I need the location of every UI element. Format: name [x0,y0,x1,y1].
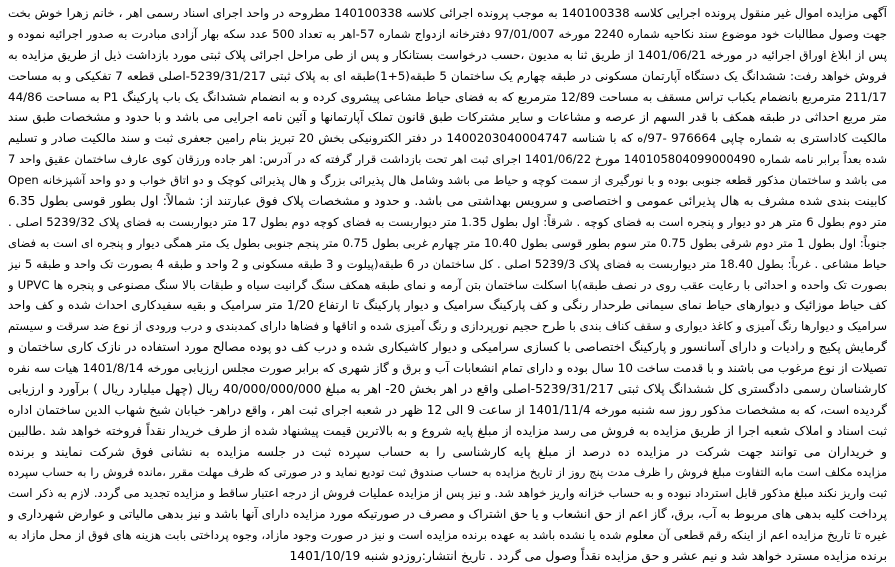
notice-line: مالکیت کاداستری به شماره چاپی 976664 -97/ه که با شناسه 1400203040004747 در دفتر الکترونیکی بخش 20 تبریز بنام رامین جعفری ثبت و سند مالکیت صادر و تسلیم [8,131,887,146]
notice-line: مزایده مکلف است مابه التفاوت مبلغ فروش را ظرف مدت پنج روز از تاریخ مزایده به حساب صندوق ثبت تودیع نماید و در صورتی که ظرف مهلت مقرر ،مانده فروش را به حساب سپرده [8,465,887,479]
notice-line: سرامیک و دیوارها رنگ آمیزی و کاغذ دیواری و سقف کناف بندی با طرح حجیم نورپردازی و رنگ آمیزی شده و اتاقها و فضاها دارای کمدبندی و درب ورودی از نوع ضد سرقت و سیستم [8,319,887,334]
notice-line: تصیلات از نوع مرغوب می باشند و با قدمت ساخت 10 سال بوده و دارای تمام انشعابات آب و برق و گاز شهری که برابر صورت مجلس ارزیابی مورخه 1401/8/14 هیات سه نفره [8,361,887,376]
notice-line: 211/17 مترمربع بانضمام یکباب تراس مسقف به مساحت 12/89 مترمربع که به فضای حیاط مشاعی پیشروی کرده و به انضمام ششدانگ یک باب پارکینگ P1 به مساحت 44/86 [8,89,887,104]
notice-line: کف حیاط موزائیک و دیوارهای حیاط نمای سیمانی طرحدار رنگی و کف پارکینگ سرامیک و دیوار پارکینگ تا ارتفاع 1/20 متر سرامیک و بقیه سفیدکاری احداث شده و کف واحد [8,298,887,313]
notice-line: بصورت تک واحده و احداثی با رعایت عقب روی در نصف طبقه)با اسکلت ساختمان بتن آرمه و نمای طبقه همکف سنگ گرانیت سیاه و طبقات بالا سنگ مصنوعی و پنجره ها UPVC و [8,277,887,292]
notice-line: جنوباً: اول بطول 1 متر دوم شرقی بطول 0.75 متر سوم بطور قوسی بطول 10.40 متر چهارم غربی بطول 0.75 متر پنجم جنوبی بطول یک متر همگی دیوار و پنجره ای است به فضای [8,235,887,250]
notice-line: گردیده است، که به مشخصات مذکور روز سه شنبه مورخه 1401/11/4 از ساعت 9 الی 12 ظهر در شعبه اجرای ثبت اهر ، واقع دراهر- خیابان شیخ شهاب الدین ساختمان اداره [8,402,887,417]
notice-line: آگهی مزایده اموال غیر منقول پرونده اجرایی کلاسه 140100338 به موجب پرونده اجرائی کلاسه 140100338 مطروحه در واحد اجرای اسناد رسمی اهر ، خانم زهرا خوش بخت [8,6,887,20]
notice-line: کابینت بندی شده مشرف به هال پذیرائی عمومی و اختصاصی و سرویس بهداشتی می باشد. و حدود و مشخصات پلاک فوق عبارتند از: شمالاً: اول بطور قوسی بطول 6.35 [8,194,887,209]
notice-line: برنده مزایده مسترد خواهد شد و نیم عشر و حق مزایده نقداً وصول می گردد . تاریخ انتشار:روزدو شنبه 1401/10/19 [289,549,887,564]
notice-line: کارشناسان رسمی دادگستری کل ششدانگ پلاک ثبتی 5239/31/217-اصلی واقع در اهر بخش 20- اهر به مبلغ 40/000/000/000 ریال (چهل میلیارد ریال ) برآورد و ارزیابی [8,382,887,397]
notice-line: پرداخت کلیه بدهی های مربوط به آب، برق، گاز اعم از حق انشعاب و یا حق اشتراک و مصرف در صورتیکه مورد مزایده دارای آنها باشد و نیز بدهی مالیاتی و عوارض شهرداری و [8,507,887,522]
notice-line: گرمایش پکیج و رادیات و دارای آسانسور و پارکینگ اختصاصی با کسازی سرامیکی و دیوار کاشیکاری شده و درب کف دو پوده مصالح مورد استفاده در نازک کاری ساختمان و [8,340,887,355]
notice-line: متر مربع احداثی در طبقه همکف با قدر السهم از عرصه و مشاعات و سایر مشترکات طبق قانون تملک آپارتمانها و آئین نامه اجرایی می باشد و با حدود و مشخصات طبق سند [8,110,887,125]
notice-line: پس از ابلاغ اوراق اجرائیه در مورخه 1401/06/21 از طریق ثنا به مدیون ،حسب درخواست بستانکار و پس از طی مراحل اجرائی پلاک ثبتی مورد بازداشت ذیل از طریق مزایده به [8,47,887,62]
notice-line: می باشد و ساختمان مذکور قطعه جنوبی بوده و با نورگیری از سمت کوچه و حیاط می باشد وشامل هال پذیرائی بزرگ و هال پذیرائی کوچک و دو اتاق خواب و دو واحد آشپزخانه Open [8,173,887,188]
notice-line: غیره تا تاریخ مزایده اعم از اینکه رقم قطعی آن معلوم شده یا نشده باشد به عهده برنده مزایده است و نیز در صورت وجود مازاد، وجوه پرداختی بابت هزینه های فوق از محل مازاد به [8,528,887,543]
notice-line: و خریداران می توانند جهت شرکت در مزایده ده درصد از مبلغ پایه کارشناسی را به حساب سپرده ثبت در جلسه مزایده به نشانی فوق شرکت نمایند و برنده [8,444,887,459]
notice-line: شده بعداً برابر نامه شماره 140105804099000490 مورخ 1401/06/22 اجرای ثبت اهر تحت بازداشت قرار گرفته که در آدرس: اهر جاده ورزقان کوی عارف ساختمان عقیق واحد 7 [8,152,887,167]
notice-line: فروش خواهد رفت: ششدانگ یک دستگاه آپارتمان مسکونی در طبقه چهارم یک ساختمان 5 طبقه(5+1)طبقه ای به پلاک ثبتی 5239/31/217-اصلی قطعه 7 تفکیکی و به مساحت [8,68,887,83]
notice-line: متر دوم بطول 6 متر هر دو دیوار و پنجره است به فضای کوچه . شرقاً: اول بطول 1.35 متر دیواربست به فضای کوچه دوم بطول 17 متر دیواربست به فضای پلاک 5239/32 اصلی . [8,214,887,229]
notice-line: حیاط مشاعی . غرباً: بطول 18.40 متر دیواربست به فضای پلاک 5239/3 اصلی . کل ساختمان در 6 طبقه(پیلوت و 3 طبقه مسکونی و 2 واحد و طبقه 4 بصورت تک واحد و طبقه 5 نیز [8,256,887,271]
notice-line: ثبت اسناد و املاک شعبه اجرا از طریق مزایده به فروش می رسد مزایده از مبلغ پایه شروع و به بالاترین قیمت پیشنهاد شده از طرف خریدار نقداً فروخته خواهد شد .طالبین [8,423,887,438]
notice-line: ثبت واریز نکند مبلغ مذکور قابل استرداد نبوده و به حساب خزانه واریز خواهد شد. و نیز پس از مزایده عملیات فروش از درجه اعتبار ساقط و مزایده تجدید می گردد. لازم به ذکر است [8,486,887,501]
notice-line: جهت وصول مطالبات خود موضوع سند نکاحیه شماره 2240 مورخه 97/01/007 دفترخانه ازدواج شماره 57-اهر به تعداد 500 عدد سکه بهار آزادی مبادرت به صدور اجرائیه نموده و [8,26,887,41]
